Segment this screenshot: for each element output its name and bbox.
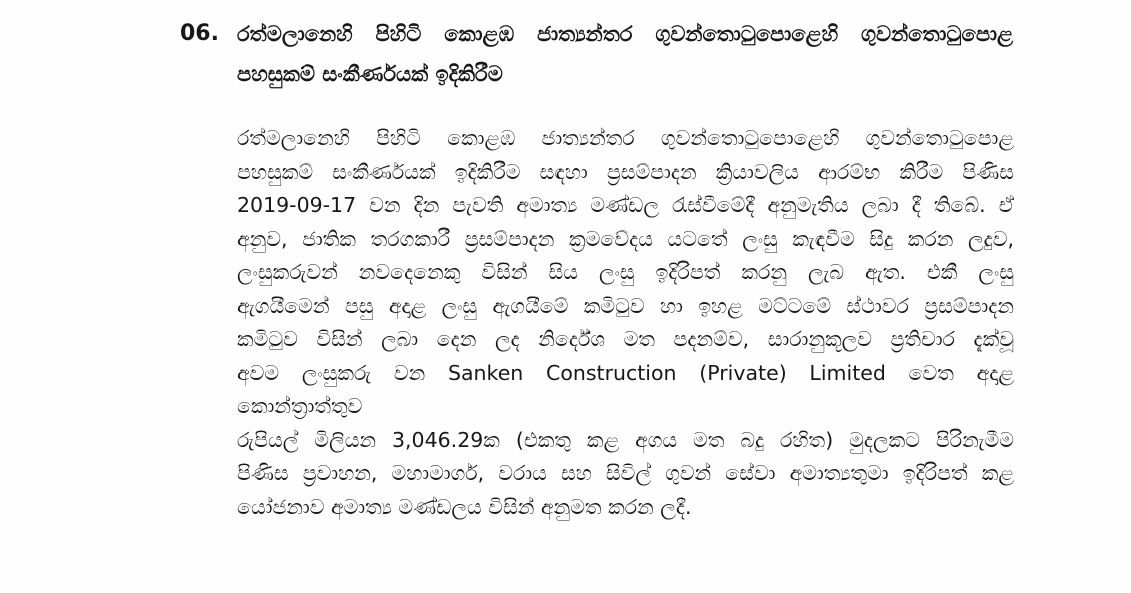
paragraph-line-10: පිණිස ප්‍රවාහන, මහාමාර්ග, වරාය සහ සිවිල් ගුවන් සේවා අමාත්‍යතුමා ඉදිරිපත් කළ <box>237 461 1014 485</box>
paragraph-line-1: රත්මලානෙහි පිහිටි කොළඹ ජාත්‍යන්තර ගුවන්තොටුපොළෙහි ගුවන්තොටුපොළ <box>237 126 1014 150</box>
paragraph-line-9: රුපියල් මිලියන 3,046.29ක (එකතු කළ අගය මත බදු රහිත) මුදලකට පිරිනැමීම <box>237 427 1014 452</box>
paragraph-line-8: අවම ලංසුකරු වන Sanken Construction (Private) Limited වෙත අදාළ කොන්ත්‍රාත්තුව <box>237 360 1014 418</box>
paragraph-line-2: පහසුකම් සංකීර්ණයක් ඉදිකිරීම සඳහා ප්‍රසම්පාදන ක්‍රියාවලිය ආරම්භ කිරීම පිණිස <box>237 159 1014 184</box>
section-number: 06. <box>180 21 219 46</box>
paragraph-line-6: ඇගයීමෙන් පසු අදාළ ලංසු ඇගයීමේ කමිටුව හා ඉහළ මට්ටමේ ස්ථාවර ප්‍රසම්පාදන <box>237 293 1014 318</box>
section-title <box>237 14 1013 94</box>
paragraph-line-5: ලංසුකරුවන් නවදෙනෙකු විසින් සිය ලංසු ඉදිරිපත් කරනු ලැබ ඇත. එකී ලංසු <box>237 260 1014 284</box>
paragraph-line-3: 2019-09-17 වන දින පැවති අමාත්‍ය මණ්ඩල රැස්වීමේදී අනුමැතිය ලබා දී තිබේ. ඒ <box>237 193 1014 217</box>
paragraph-line-11: යෝජනාව අමාත්‍ය මණ්ඩලය විසින් අනුමත කරන ලදී. <box>237 494 692 519</box>
section-title-line-2: පහසුකම් සංකීර්ණයක් ඉදිකිරීම <box>237 62 503 86</box>
body-paragraph <box>237 122 1014 524</box>
section-title-line-1: රත්මලානෙහි පිහිටි කොළඹ ජාත්‍යන්තර ගුවන්තොටුපොළෙහි ගුවන්තොටුපොළ <box>237 22 1013 46</box>
paragraph-line-7: කමිටුව විසින් ලබා දෙන ලද නිර්දේශ මත පදනම්ව, සාරානුකූලව ප්‍රතිචාර දැක්වූ <box>237 327 1014 351</box>
section-heading <box>180 14 1013 94</box>
paragraph-line-4: අනුව, ජාතික තරගකාරී ප්‍රසම්පාදන ක්‍රමවේදය යටතේ ලංසු කැඳවීම සිදු කරන ලදුව, <box>237 226 1014 251</box>
